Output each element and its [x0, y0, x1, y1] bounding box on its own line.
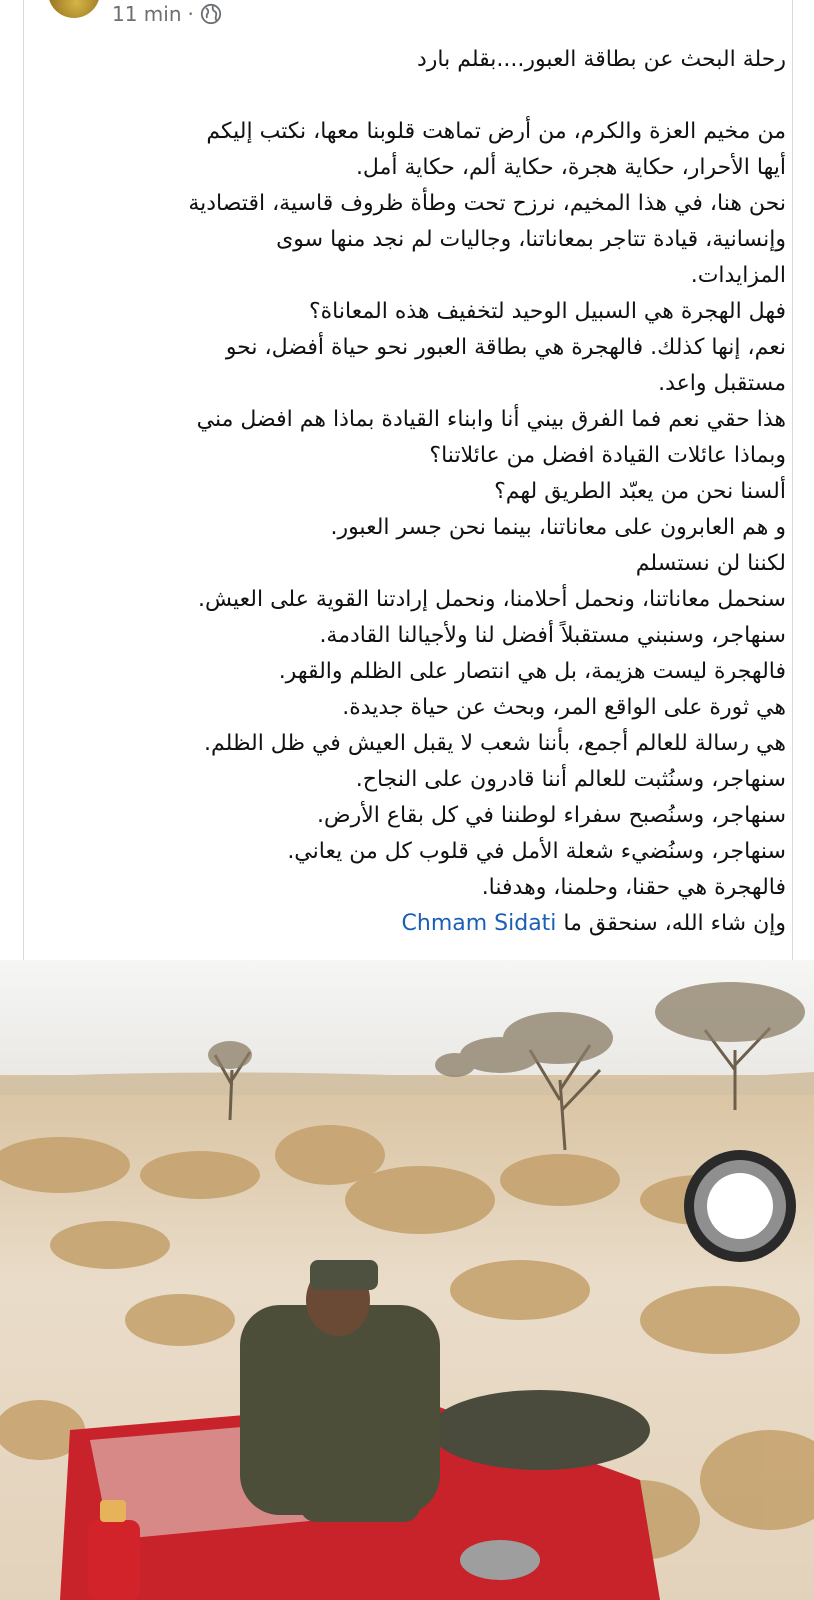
post-line: المزايدات.	[690, 263, 786, 288]
post-line: هي ثورة على الواقع المر، وبحث عن حياة جديدة.	[342, 695, 786, 720]
desert-scene	[0, 960, 814, 1600]
post-body	[54, 42, 786, 942]
post-line: سنهاجر، وسنبني مستقبلاً أفضل لنا ولأجيالنا القادمة.	[319, 623, 786, 648]
post-line: لكننا لن نستسلم	[635, 551, 786, 576]
globe-icon[interactable]	[200, 3, 222, 25]
post-title: رحلة البحث عن بطاقة العبور....بقلم بارد	[416, 47, 786, 72]
post-line: سنهاجر، وسنُصبح سفراء لوطننا في كل بقاع الأرض.	[317, 803, 786, 828]
post-last-line	[54, 906, 786, 942]
record-icon	[694, 1160, 786, 1252]
post-line: فالهجرة ليست هزيمة، بل هي انتصار على الظلم والقهر.	[278, 659, 786, 684]
record-button[interactable]	[684, 1150, 796, 1262]
post-line: وإنسانية، قيادة تتاجر بمعاناتنا، وجاليات لم نجد منها سوى	[276, 227, 786, 252]
last-line-text: وإن شاء الله، سنحقق ما	[563, 911, 786, 936]
post-line: هذا حقي نعم فما الفرق بيني أنا وابناء القيادة بماذا هم افضل مني	[196, 407, 786, 432]
post-line: سنحمل معاناتنا، ونحمل أحلامنا، ونحمل إرادتنا القوية على العيش.	[197, 587, 786, 612]
post-line: سنهاجر، وسنُثبت للعالم أننا قادرون على النجاح.	[355, 767, 786, 792]
post-line: ألسنا نحن من يعبّد الطريق لهم؟	[494, 479, 786, 504]
post-card	[23, 0, 793, 960]
avatar[interactable]	[48, 0, 100, 18]
post-line: مستقبل واعد.	[658, 371, 786, 396]
post-line: سنهاجر، وسنُضيء شعلة الأمل في قلوب كل من يعاني.	[287, 839, 786, 864]
post-line: نعم، إنها كذلك. فالهجرة هي بطاقة العبور نحو حياة أفضل، نحو	[225, 335, 786, 360]
meta-separator: ·	[187, 2, 194, 26]
post-line: هي رسالة للعالم أجمع، بأننا شعب لا يقبل العيش في ظل الظلم.	[204, 731, 786, 756]
post-line: وبماذا عائلات القيادة افضل من عائلاتنا؟	[429, 443, 786, 468]
post-line: أيها الأحرار، حكاية هجرة، حكاية ألم، حكاية أمل.	[355, 155, 786, 180]
post-line: نحن هنا، في هذا المخيم، نرزح تحت وطأة ظروف قاسية، اقتصادية	[188, 191, 786, 216]
post-line: من مخيم العزة والكرم، من أرض تماهت قلوبنا معها، نكتب إليكم	[206, 119, 786, 144]
post-time[interactable]: 11 min	[112, 2, 182, 26]
post-line: فهل الهجرة هي السبيل الوحيد لتخفيف هذه المعاناة؟	[308, 299, 786, 324]
record-icon-center	[707, 1173, 773, 1239]
post-line: فالهجرة هي حقنا، وحلمنا، وهدفنا.	[481, 875, 786, 900]
post-line: و هم العابرون على معاناتنا، بينما نحن جسر العبور.	[330, 515, 786, 540]
post-photo[interactable]	[0, 960, 814, 1600]
post-meta	[112, 2, 222, 26]
post-header	[48, 0, 348, 30]
mention-link[interactable]: Chmam Sidati	[401, 911, 557, 936]
